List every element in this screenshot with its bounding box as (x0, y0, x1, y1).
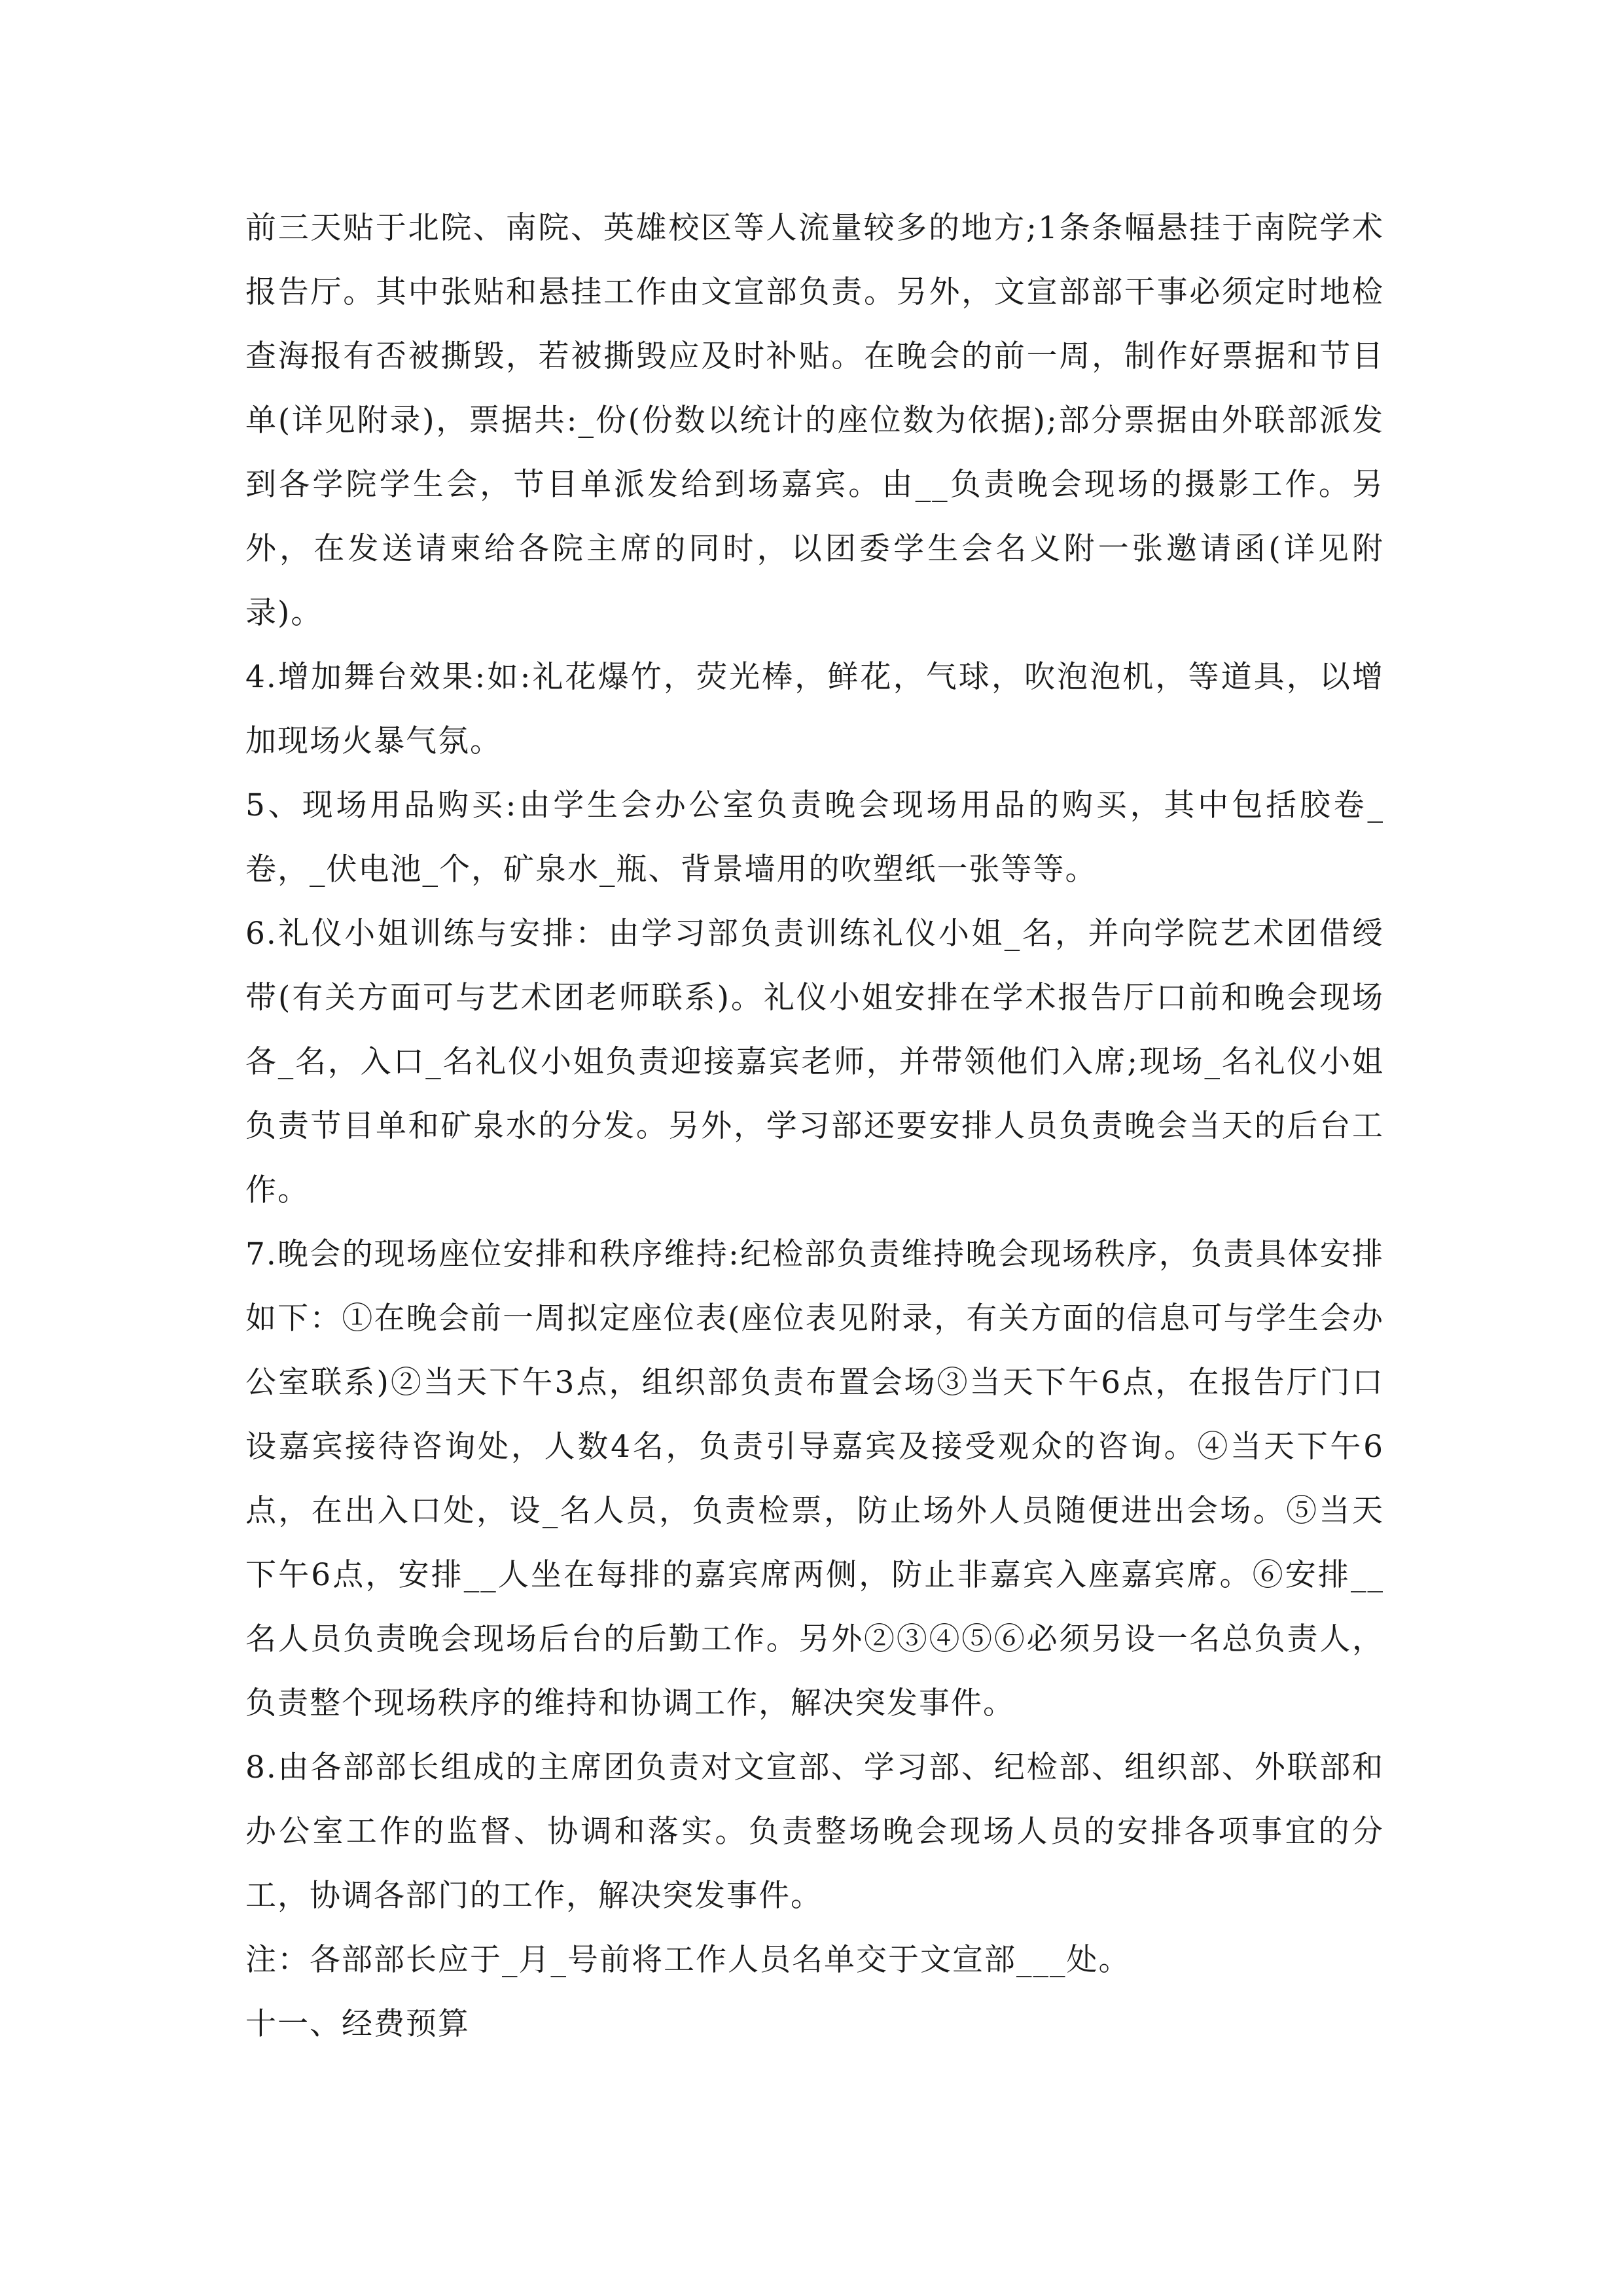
paragraph-seating-order: 7.晚会的现场座位安排和秩序维持:纪检部负责维持晚会现场秩序，负责具体安排如下：①在晚会前一周拟定座位表(座位表见附录，有关方面的信息可与学生会办公室联系)②当天下午3点，组织部负责布置会场③当天下午6点，在报告厅门口设嘉宾接待咨询处，人数4名，负责引导嘉宾及接受观众的咨询。④当天下午6点，在出入口处，设_名人员，负责检票，防止场外人员随便进出会场。⑤当天下午6点，安排__人坐在每排的嘉宾席两侧，防止非嘉宾入座嘉宾席。⑥安排__名人员负责晚会现场后台的后勤工作。另外②③④⑤⑥必须另设一名总负责人，负责整个现场秩序的维持和协调工作，解决突发事件。 (245, 1236, 1384, 1721)
paragraph-etiquette-staff: 6.礼仪小姐训练与安排：由学习部负责训练礼仪小姐_名，并向学院艺术团借绶带(有关方面可与艺术团老师联系)。礼仪小姐安排在学术报告厅口前和晚会现场各_名，入口_名礼仪小姐负责迎接嘉宾老师，并带领他们入席;现场_名礼仪小姐负责节目单和矿泉水的分发。另外，学习部还要安排人员负责晚会当天的后台工作。 (245, 916, 1384, 1208)
paragraph-presidium: 8.由各部部长组成的主席团负责对文宣部、学习部、纪检部、组织部、外联部和办公室工作的监督、协调和落实。负责整场晚会现场人员的安排各项事宜的分工，协调各部门的工作，解决突发事件。 (245, 1749, 1384, 1914)
paragraph-note: 注：各部部长应于_月_号前将工作人员名单交于文宣部___处。 (245, 1942, 1131, 1978)
document-body (245, 196, 1384, 2056)
section-heading-budget: 十一、经费预算 (245, 2006, 470, 2042)
paragraph-stage-effects: 4.增加舞台效果:如:礼花爆竹，荧光棒，鲜花，气球，吹泡泡机，等道具，以增加现场火暴气氛。 (245, 659, 1384, 759)
paragraph-publicity: 前三天贴于北院、南院、英雄校区等人流量较多的地方;1条条幅悬挂于南院学术报告厅。其中张贴和悬挂工作由文宣部负责。另外，文宣部部干事必须定时地检查海报有否被撕毁，若被撕毁应及时补贴。在晚会的前一周，制作好票据和节目单(详见附录)，票据共:_份(份数以统计的座位数为依据);部分票据由外联部派发到各学院学生会，节目单派发给到场嘉宾。由__负责晚会现场的摄影工作。另外，在发送请柬给各院主席的同时，以团委学生会名义附一张邀请函(详见附录)。 (245, 210, 1384, 631)
paragraph-supplies-purchase: 5、现场用品购买:由学生会办公室负责晚会现场用品的购买，其中包括胶卷_卷，_伏电池_个，矿泉水_瓶、背景墙用的吹塑纸一张等等。 (245, 787, 1384, 888)
